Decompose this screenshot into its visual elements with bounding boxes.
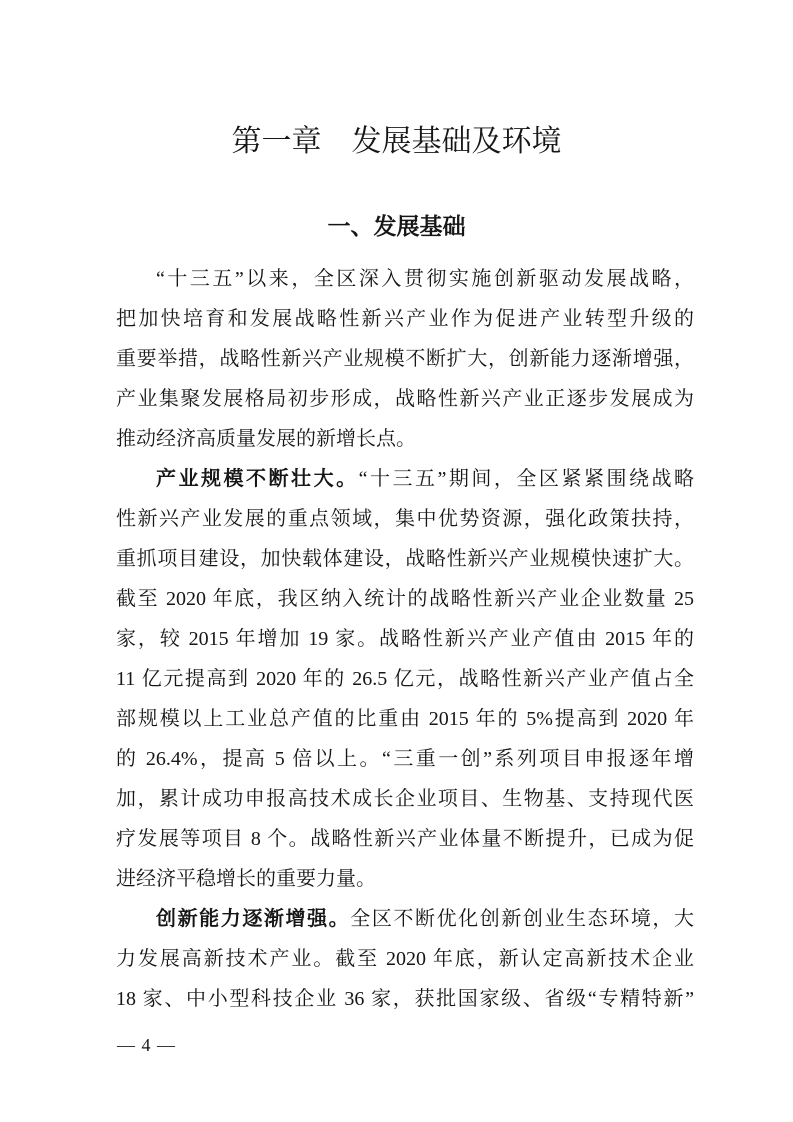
body-line [116,739,694,779]
body-line [116,819,694,859]
body-line [116,859,694,899]
body-line [116,899,694,939]
body-line [116,299,694,339]
paragraph-text: 的 26.4%，提高 5 倍以上。“三重一创”系列项目申报逐年增 [116,748,694,770]
paragraph-text: 性新兴产业发展的重点领域，集中优势资源，强化政策扶持， [116,508,694,530]
body-line [116,659,694,699]
body-line [116,259,694,299]
body-line [116,459,694,499]
paragraph-text: “十三五”以来，全区深入贯彻实施创新驱动发展战略， [156,268,694,290]
paragraph-text: 重要举措，战略性新兴产业规模不断扩大，创新能力逐渐增强， [116,348,694,370]
paragraph-text: 家，较 2015 年增加 19 家。战略性新兴产业产值由 2015 年的 [116,628,694,650]
body-line [116,499,694,539]
paragraph-text: 部规模以上工业总产值的比重由 2015 年的 5%提高到 2020 年 [116,708,694,730]
paragraph [116,459,694,899]
paragraph-text: 加，累计成功申报高技术成长企业项目、生物基、支持现代医 [116,788,694,810]
chapter-title: 第一章 发展基础及环境 [231,125,562,158]
body-line [116,579,694,619]
body-line [116,979,694,1019]
paragraph-text: 推动经济高质量发展的新增长点。 [116,428,416,450]
paragraph-text: 把加快培育和发展战略性新兴产业作为促进产业转型升级的 [116,308,694,330]
body-line [116,379,694,419]
paragraph-text: 进经济平稳增长的重要力量。 [116,868,376,890]
document-body [0,239,793,1019]
paragraph-text: 18 家、中小型科技企业 36 家，获批国家级、省级“专精特新” [116,988,694,1010]
body-line [116,779,694,819]
paragraph [116,899,694,1019]
body-line [116,939,694,979]
paragraph-lead: 创新能力逐渐增强。 [156,908,351,930]
section-heading: 一、发展基础 [327,213,466,239]
body-line [116,539,694,579]
paragraph-text: 全区不断优化创新创业生态环境，大 [350,908,694,930]
paragraph-text: 11 亿元提高到 2020 年的 26.5 亿元，战略性新兴产业产值占全 [116,668,694,690]
paragraph-text: 截至 2020 年底，我区纳入统计的战略性新兴产业企业数量 25 [116,588,694,610]
page-number: — 4 — [117,1035,176,1055]
paragraph-text: 重抓项目建设，加快载体建设，战略性新兴产业规模快速扩大。 [116,548,694,570]
paragraph-text: “十三五”期间，全区紧紧围绕战略 [358,468,694,490]
body-line [116,699,694,739]
paragraph-text: 力发展高新技术产业。截至 2020 年底，新认定高新技术企业 [116,948,694,970]
body-line [116,619,694,659]
paragraph [116,259,694,459]
paragraph-lead: 产业规模不断壮大。 [156,468,359,490]
body-line [116,419,694,459]
paragraph-text: 疗发展等项目 8 个。战略性新兴产业体量不断提升，已成为促 [116,828,694,850]
body-line [116,339,694,379]
paragraph-text: 产业集聚发展格局初步形成，战略性新兴产业正逐步发展成为 [116,388,694,410]
